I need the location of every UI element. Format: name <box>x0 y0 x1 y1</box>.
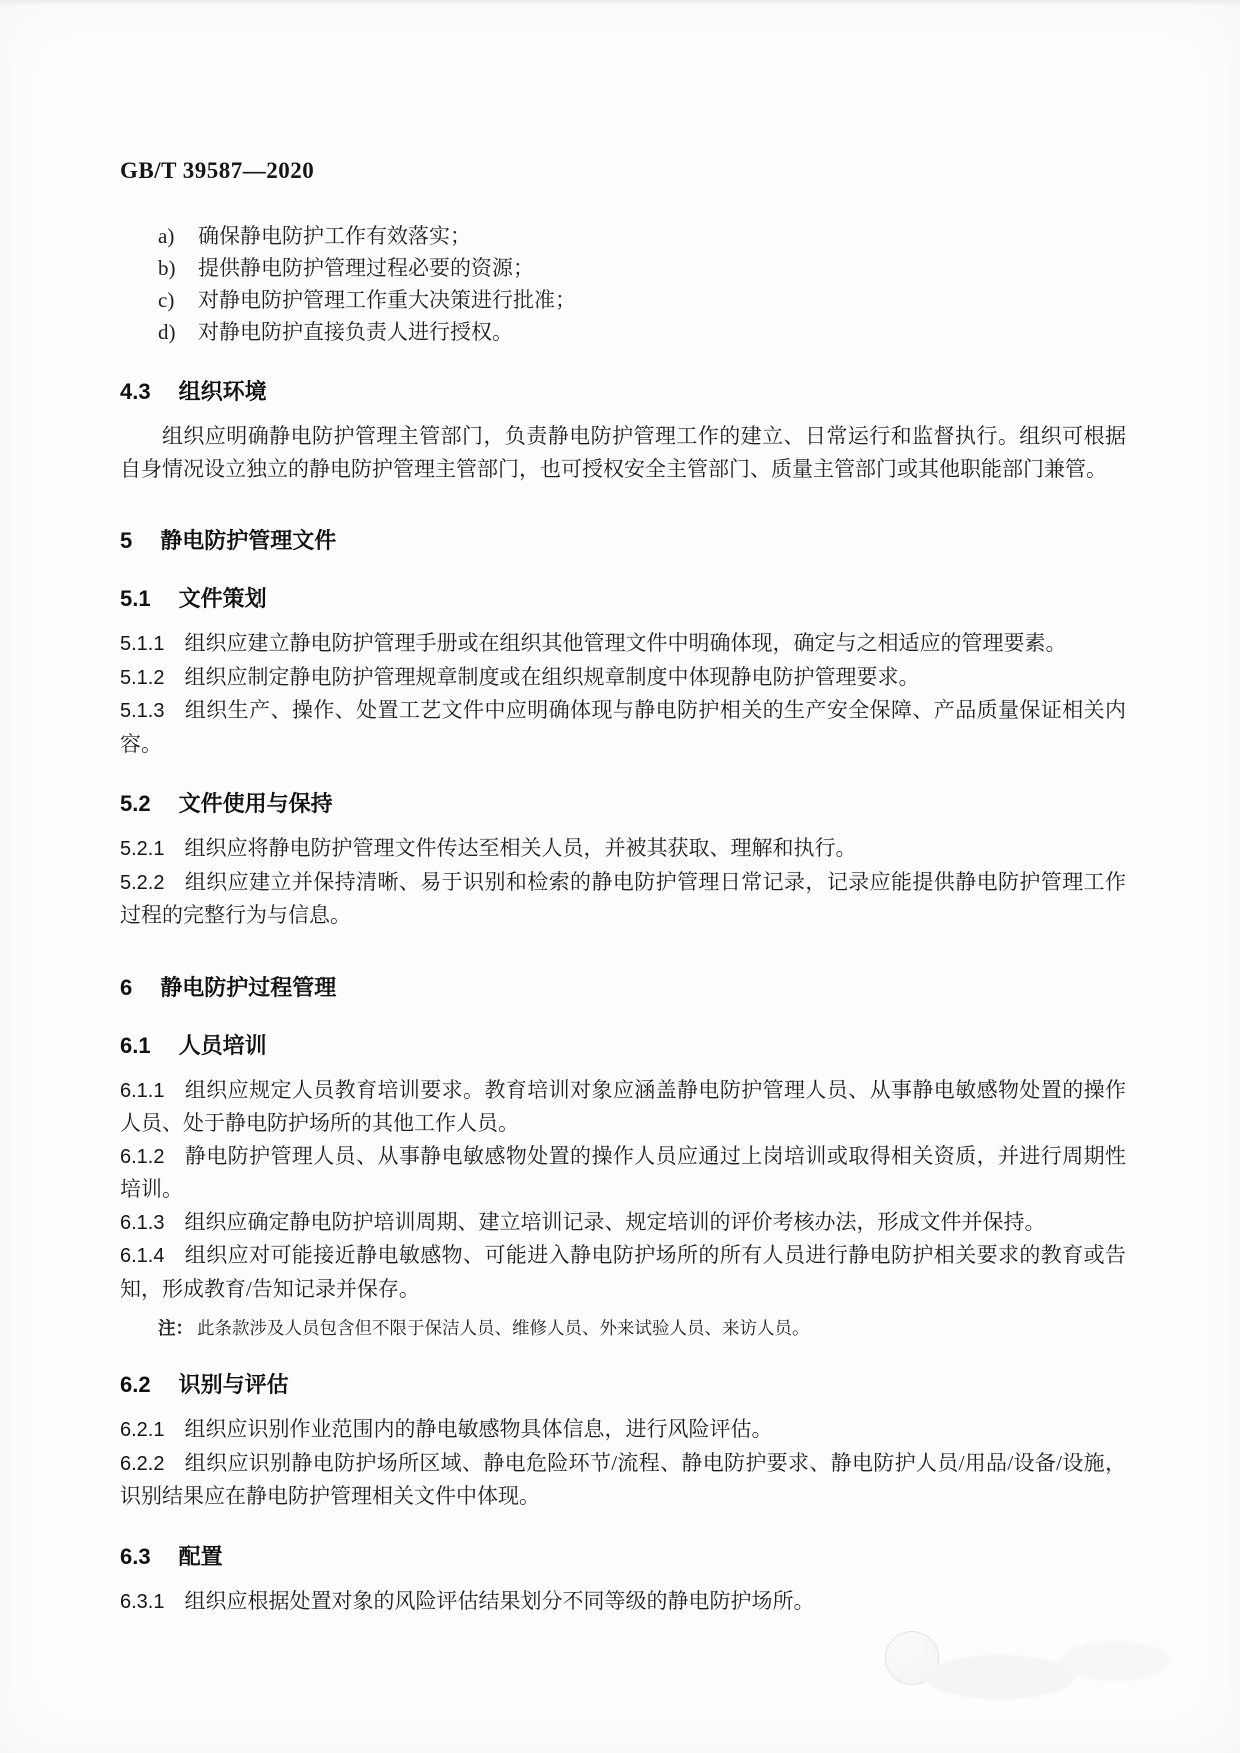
section-number: 6.2 <box>120 1372 151 1397</box>
clause-number: 6.1.2 <box>120 1145 165 1168</box>
clause-text: 组织应将静电防护管理文件传达至相关人员，并被其获取、理解和执行。 <box>184 836 857 860</box>
section-title: 文件使用与保持 <box>178 791 333 816</box>
list-item-c <box>158 284 1126 316</box>
list-item-text: 对静电防护直接负责人进行授权。 <box>198 320 513 344</box>
note-text: 此条款涉及人员包含但不限于保洁人员、维修人员、外来试验人员、来访人员。 <box>197 1318 810 1338</box>
clause-6-1-4 <box>120 1239 1126 1305</box>
section-title: 识别与评估 <box>178 1372 289 1397</box>
list-item-marker: d) <box>158 320 176 344</box>
note-label: 注： <box>158 1318 193 1338</box>
lettered-list <box>120 220 1126 348</box>
section-number: 6.1 <box>120 1032 151 1058</box>
section-heading-6-1 <box>120 1032 1126 1060</box>
clause-text: 组织应规定人员教育培训要求。教育培训对象应涵盖静电防护管理人员、从事静电敏感物处置的操作人员、处于静电防护场所的其他工作人员。 <box>120 1077 1126 1135</box>
section-number: 5 <box>120 528 133 553</box>
section-heading-6-2 <box>120 1371 1126 1399</box>
clause-number: 6.1.3 <box>120 1211 165 1234</box>
section-heading-5-1 <box>120 585 1126 613</box>
clause-5-1-1 <box>120 627 1126 661</box>
clause-text: 组织应建立并保持清晰、易于识别和检索的静电防护管理日常记录，记录应能提供静电防护管理工作过程的完整行为与信息。 <box>120 869 1126 927</box>
clause-text: 组织应识别静电防护场所区域、静电危险环节/流程、静电防护要求、静电防护人员/用品/设备/设施，识别结果应在静电防护管理相关文件中体现。 <box>120 1450 1126 1508</box>
section-title: 静电防护管理文件 <box>160 528 337 553</box>
section-title: 文件策划 <box>178 586 267 611</box>
clause-number: 6.3.1 <box>120 1590 165 1613</box>
list-item-text: 确保静电防护工作有效落实； <box>198 224 471 248</box>
watermark-blob <box>1060 1641 1170 1681</box>
section-number: 4.3 <box>120 379 151 404</box>
section-title: 静电防护过程管理 <box>160 974 337 1000</box>
list-item-marker: b) <box>158 256 176 280</box>
section-heading-4-3 <box>120 378 1126 406</box>
clause-text: 组织生产、操作、处置工艺文件中应明确体现与静电防护相关的生产安全保障、产品质量保证相关内容。 <box>120 698 1126 756</box>
clause-5-2-2 <box>120 866 1126 932</box>
watermark-blob <box>925 1655 1075 1699</box>
clause-number: 5.2.1 <box>120 838 165 860</box>
clause-text: 组织应识别作业范围内的静电敏感物具体信息，进行风险评估。 <box>184 1417 773 1441</box>
clause-text: 组织应对可能接近静电敏感物、可能进入静电防护场所的所有人员进行静电防护相关要求的教育或告知，形成教育/告知记录并保存。 <box>120 1243 1126 1301</box>
note-under-6-1-4 <box>158 1315 1126 1341</box>
paragraph-4-3-body: 组织应明确静电防护管理主管部门，负责静电防护管理工作的建立、日常运行和监督执行。组织可根据自身情况设立独立的静电防护管理主管部门，也可授权安全主管部门、质量主管部门或其他职能部门兼管。 <box>120 424 1126 481</box>
section-title: 人员培训 <box>178 1032 267 1058</box>
clause-text: 组织应制定静电防护管理规章制度或在组织规章制度中体现静电防护管理要求。 <box>184 664 920 689</box>
clause-5-2-1 <box>120 832 1126 866</box>
standard-number-header: GB/T 39587—2020 <box>120 158 315 183</box>
list-item-marker: a) <box>158 224 175 248</box>
clause-6-3-1 <box>120 1585 1126 1619</box>
clause-text: 组织应建立静电防护管理手册或在组织其他管理文件中明确体现，确定与之相适应的管理要素。 <box>184 631 1067 655</box>
section-title: 配置 <box>178 1543 223 1569</box>
clause-number: 5.1.3 <box>120 700 165 722</box>
clause-number: 6.2.2 <box>120 1452 165 1475</box>
clause-text: 组织应根据处置对象的风险评估结果划分不同等级的静电防护场所。 <box>184 1588 815 1613</box>
list-item-b <box>158 252 1126 284</box>
section-title: 组织环境 <box>178 379 267 404</box>
clause-6-1-3 <box>120 1206 1126 1240</box>
list-item-a <box>158 220 1126 252</box>
clause-number: 5.1.1 <box>120 633 165 655</box>
clause-6-2-1 <box>120 1413 1126 1447</box>
section-number: 5.2 <box>120 791 151 816</box>
list-item-marker: c) <box>158 288 175 312</box>
clause-number: 6.1.4 <box>120 1245 165 1267</box>
clause-number: 6.2.1 <box>120 1419 165 1441</box>
clause-6-2-2 <box>120 1447 1126 1513</box>
page-content <box>120 158 1126 1618</box>
clause-text: 组织应确定静电防护培训周期、建立培训记录、规定培训的评价考核办法，形成文件并保持。 <box>184 1209 1046 1234</box>
clause-number: 5.2.2 <box>120 871 165 894</box>
list-item-text: 对静电防护管理工作重大决策进行批准； <box>198 288 576 312</box>
clause-6-1-1 <box>120 1074 1126 1140</box>
section-number: 6 <box>120 974 133 1000</box>
clause-number: 5.1.2 <box>120 666 165 689</box>
section-number: 6.3 <box>120 1543 151 1569</box>
section-heading-5 <box>120 527 1126 555</box>
clause-6-1-2 <box>120 1140 1126 1206</box>
clause-5-1-2 <box>120 661 1126 695</box>
clause-5-1-3 <box>120 694 1126 760</box>
clause-number: 6.1.1 <box>120 1079 165 1102</box>
section-heading-5-2 <box>120 790 1126 818</box>
clause-text: 静电防护管理人员、从事静电敏感物处置的操作人员应通过上岗培训或取得相关资质，并进行周期性培训。 <box>120 1143 1126 1201</box>
watermark-bubbles-decoration <box>865 1603 1185 1733</box>
section-heading-6 <box>120 974 1126 1002</box>
section-heading-6-3 <box>120 1543 1126 1571</box>
list-item-text: 提供静电防护管理过程必要的资源； <box>198 256 534 280</box>
list-item-d <box>158 316 1126 348</box>
section-number: 5.1 <box>120 586 151 611</box>
watermark-ring-icon <box>885 1631 939 1685</box>
